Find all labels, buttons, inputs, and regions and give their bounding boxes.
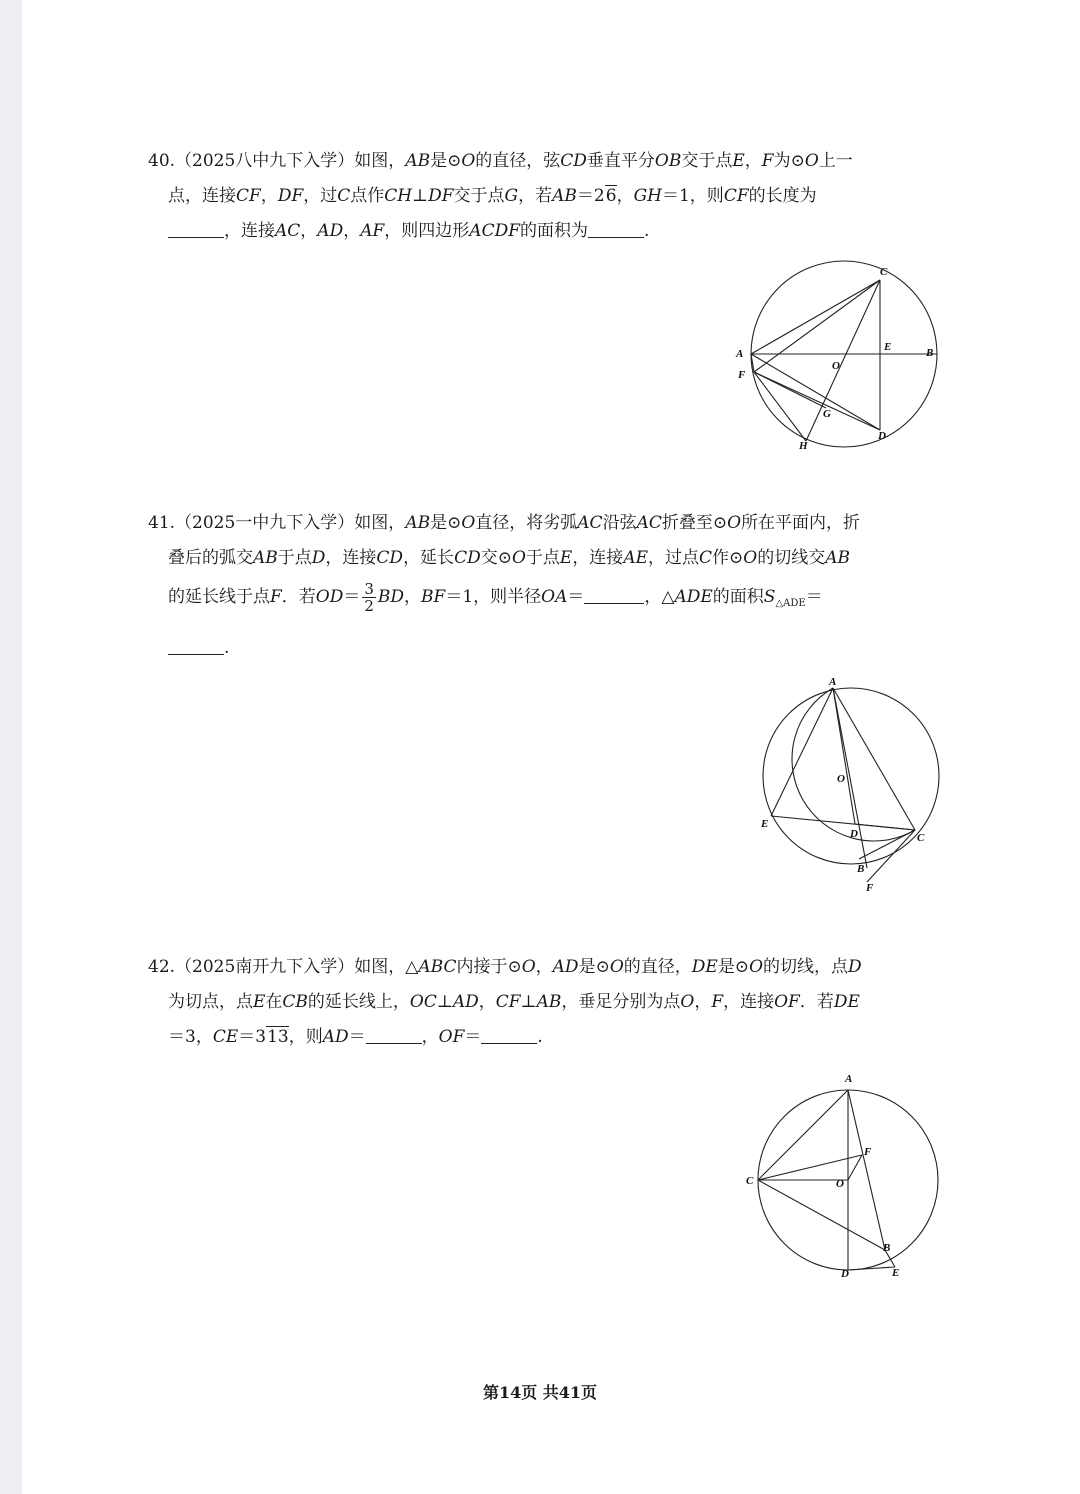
- q42-line-3: ＝3，CE＝313，则AD＝ ，OF＝ .: [168, 1027, 543, 1047]
- answer-blank[interactable]: [168, 636, 224, 655]
- label-e: E: [761, 818, 769, 830]
- label-f: F: [864, 1146, 872, 1158]
- label-d: D: [841, 1268, 849, 1280]
- label-o: O: [836, 1178, 844, 1190]
- label-d: D: [878, 430, 886, 442]
- q40-line-3: ，连接AC，AD，AF，则四边形ACDF的面积为 .: [148, 214, 963, 249]
- label-b: B: [857, 863, 865, 875]
- label-a: A: [829, 676, 837, 688]
- q40-line-2: 点，连接CF，DF，过C点作CH⊥DF交于点G，若AB＝26，GH＝1，则CF的长度为: [168, 186, 817, 206]
- answer-blank[interactable]: [168, 219, 224, 238]
- question-40: [148, 144, 963, 249]
- q41-line-3: 的延长线于点F．若OD＝ $\frac{3}{2}$ BD，BF＝1，则半径OA＝ ，△ADE的面积$S_{\triangle ADE}=$: [168, 580, 823, 615]
- q42-figure: [740, 1070, 950, 1282]
- fraction: $\frac{3}{2}$: [364, 580, 374, 615]
- q41-line-4: .: [148, 631, 963, 666]
- viewer-left-strip: [0, 0, 22, 1494]
- answer-blank[interactable]: [366, 1025, 422, 1044]
- label-o: O: [837, 773, 845, 785]
- label-g: G: [823, 408, 831, 420]
- q42-line-1: 42.（2025南开九下入学）如图，△ABC内接于⊙O，AD是⊙O的直径，DE是⊙O的切线，点D: [148, 957, 862, 977]
- answer-blank[interactable]: [584, 585, 644, 604]
- label-b: B: [926, 347, 934, 359]
- label-c: C: [880, 266, 888, 278]
- q41-line-1: 41.（2025一中九下入学）如图，AB是⊙O直径，将劣弧AC沿弦AC折叠至⊙O所在平面内，折: [148, 513, 861, 533]
- q40-figure: [730, 258, 950, 458]
- label-e: E: [884, 341, 892, 353]
- label-f: F: [866, 882, 874, 894]
- q42-line-2: 为切点，点E在CB的延长线上，OC⊥AD，CF⊥AB，垂足分别为点O，F，连接OF．若DE: [168, 992, 860, 1012]
- q40-line-1: 40.（2025八中九下入学）如图，AB是⊙O的直径，弦CD垂直平分OB交于点E，F为⊙O上一: [148, 151, 853, 171]
- answer-blank[interactable]: [588, 219, 644, 238]
- question-41: [148, 506, 963, 666]
- label-c: C: [917, 832, 925, 844]
- label-h: H: [799, 440, 808, 452]
- label-f: F: [738, 369, 746, 381]
- label-b: B: [883, 1242, 891, 1254]
- label-c: C: [746, 1175, 754, 1187]
- question-42: [148, 950, 963, 1055]
- answer-blank[interactable]: [481, 1025, 537, 1044]
- label-e: E: [892, 1267, 900, 1279]
- label-a: A: [736, 348, 744, 360]
- label-a: A: [845, 1073, 853, 1085]
- q41-figure: [755, 674, 945, 896]
- page-footer: 第14页 共41页: [482, 1383, 598, 1402]
- label-o: O: [832, 360, 840, 372]
- label-d: D: [850, 828, 858, 840]
- q41-line-2: 叠后的弧交AB于点D，连接CD，延长CD交⊙O于点E，连接AE，过点C作⊙O的切线交AB: [168, 548, 850, 568]
